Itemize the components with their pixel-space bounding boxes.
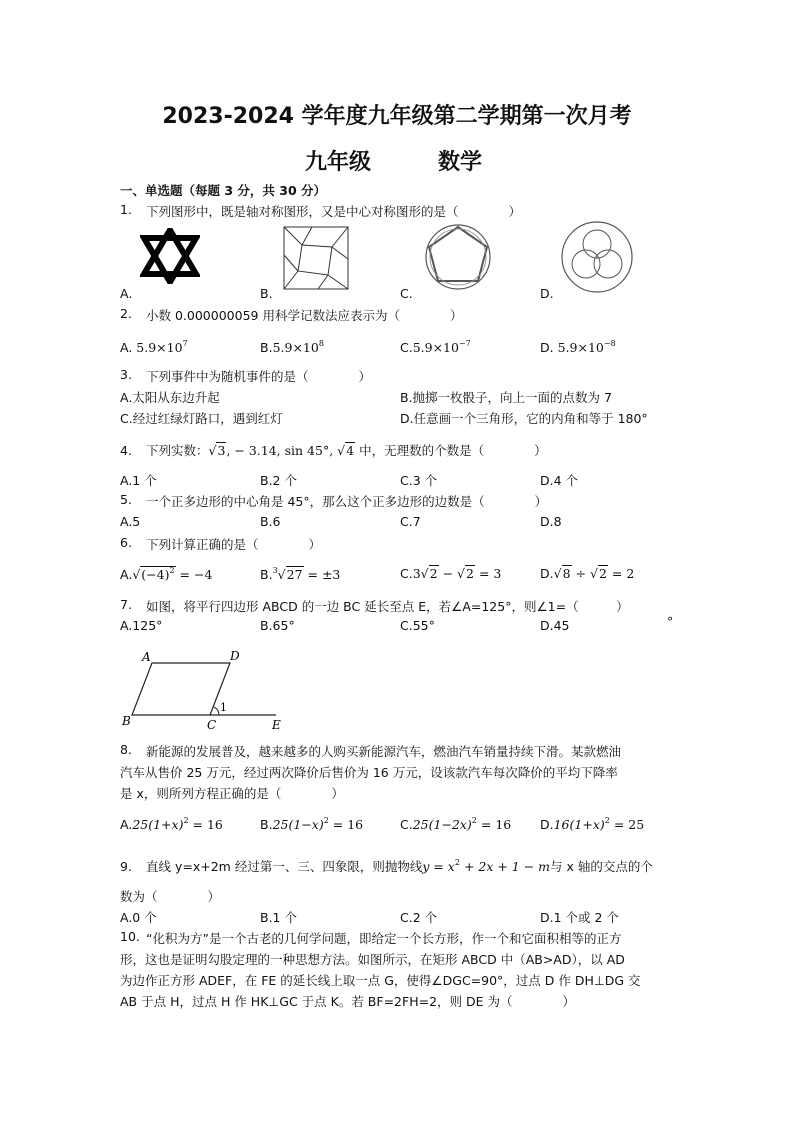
q5-option-d[interactable]: D.8: [540, 514, 562, 529]
q6-text: 下列计算正确的是（ ）: [146, 537, 322, 552]
q5-number: 5.: [120, 492, 132, 507]
q5-option-a[interactable]: A.5: [120, 514, 141, 529]
q4-option-b[interactable]: B.2 个: [260, 473, 297, 488]
q3-option-a[interactable]: A.太阳从东边升起: [120, 390, 220, 405]
q3-text: 下列事件中为随机事件的是（ ）: [146, 369, 372, 384]
q7-text: 如图，将平行四边形 ABCD 的一边 BC 延长至点 E，若∠A=125°，则∠1=（ ）: [146, 599, 629, 614]
q8-option-d[interactable]: $D.16(1+x)^2 = 25$: [540, 816, 645, 832]
q6-option-c[interactable]: C.3√2 − √2 = 3: [400, 566, 502, 581]
q6-number: 6.: [120, 535, 132, 550]
q1-option-c[interactable]: C.: [400, 286, 413, 301]
q6-option-b[interactable]: B.$^3$√27 = ±3: [260, 566, 341, 582]
q2-option-d[interactable]: D. $5.9\times 10^{-8}$: [540, 339, 616, 355]
section-heading: 一、单选题（每题 3 分，共 30 分）: [120, 183, 327, 198]
q7-number: 7.: [120, 597, 132, 612]
q10-line4: AB 于点 H，过点 H 作 HK⊥GC 于点 K。若 BF=2FH=2，则 DE 为（ ）: [120, 994, 575, 1009]
q10-line3: 为边作正方形 ADEF，在 FE 的延长线上取一点 G，使得∠DGC=90°，过点 D 作 DH⊥DG 交: [120, 973, 641, 988]
star-of-david-figure: [140, 228, 200, 284]
q6-option-a[interactable]: $A.√(-4)^2 = -4$: [120, 566, 213, 582]
q3-option-d[interactable]: D.任意画一个三角形，它的内角和等于 180°: [400, 411, 648, 426]
q7-degree-mark: °: [667, 614, 674, 629]
q5-text: 一个正多边形的中心角是 45°，那么这个正多边形的边数是（ ）: [146, 494, 548, 509]
q1-option-d[interactable]: D.: [540, 286, 554, 301]
q8-option-b[interactable]: $B.25(1-x)^2 = 16$: [260, 816, 364, 832]
q1-option-a[interactable]: A.: [120, 286, 133, 301]
q8-line2: 汽车从售价 25 万元，经过两次降价后售价为 16 万元，设该款汽车每次降价的平均下降率: [120, 765, 618, 780]
pentagon-circle-figure: [420, 223, 496, 291]
q3-option-b[interactable]: B.抛掷一枚骰子，向上一面的点数为 7: [400, 390, 612, 405]
q3-number: 3.: [120, 367, 132, 382]
q8-line3: 是 x，则所列方程正确的是（ ）: [120, 786, 344, 801]
q3-option-c[interactable]: C.经过红绿灯路口，遇到红灯: [120, 411, 283, 426]
q9-number: 9.: [120, 859, 132, 874]
q5-option-b[interactable]: B.6: [260, 514, 281, 529]
q10-line2: 形，这也是证明勾股定理的一种思想方法。如图所示，在矩形 ABCD 中（AB>AD），以 AD: [120, 952, 625, 967]
q1-number: 1.: [120, 202, 132, 217]
exam-title: 2023-2024 学年度九年级第二学期第一次月考: [162, 104, 632, 129]
subject-label: 数学: [438, 150, 483, 175]
q7-option-d[interactable]: D.45: [540, 618, 570, 633]
q7-option-b[interactable]: B.65°: [260, 618, 295, 633]
q4-text: 下列实数：√3, − 3.14, sin 45°, √4 中，无理数的个数是（ ）: [146, 443, 547, 458]
q9-option-d[interactable]: D.1 个或 2 个: [540, 910, 619, 925]
vertex-b-label: B: [122, 714, 131, 728]
q4-option-c[interactable]: C.3 个: [400, 473, 438, 488]
q8-option-c[interactable]: $C.25(1-2x)^2 = 16$: [400, 816, 512, 832]
vertex-c-label: C: [207, 718, 217, 732]
q4-option-d[interactable]: D.4 个: [540, 473, 579, 488]
q1-option-b[interactable]: B.: [260, 286, 273, 301]
q2-option-a[interactable]: A. $5.9\times 10^7$: [120, 339, 188, 355]
q2-option-b[interactable]: $B.5.9\times 10^8$: [260, 339, 324, 355]
q10-line1: “化积为方”是一个古老的几何学问题，即给定一个长方形，作一个和它面积相等的正方: [146, 931, 622, 946]
q2-option-c[interactable]: $C.5.9\times 10^{-7}$: [400, 339, 471, 355]
q4-option-a[interactable]: A.1 个: [120, 473, 157, 488]
q8-line1: 新能源的发展普及，越来越多的人购买新能源汽车，燃油汽车销量持续下滑。某款燃油: [146, 744, 622, 759]
vertex-a-label: A: [142, 650, 151, 664]
three-petal-circle-figure: [560, 220, 634, 294]
q7-option-c[interactable]: C.55°: [400, 618, 435, 633]
q9-option-b[interactable]: B.1 个: [260, 910, 297, 925]
q9-option-c[interactable]: C.2 个: [400, 910, 438, 925]
q10-number: 10.: [120, 929, 140, 944]
q5-option-c[interactable]: C.7: [400, 514, 421, 529]
q7-option-a[interactable]: A.125°: [120, 618, 163, 633]
q6-option-d[interactable]: D.√8 ÷ √2 = 2: [540, 566, 635, 581]
q1-text: 下列图形中，既是轴对称图形，又是中心对称图形的是（ ）: [146, 204, 522, 219]
angle-1-label: 1: [220, 701, 227, 714]
grade-label: 九年级: [305, 150, 372, 175]
q9-option-a[interactable]: A.0 个: [120, 910, 157, 925]
pinwheel-square-figure: [282, 225, 350, 291]
q9-line2: 数为（ ）: [120, 889, 221, 904]
q2-number: 2.: [120, 306, 132, 321]
q4-number: 4.: [120, 443, 132, 458]
q9-line1: 直线 y=x+2m 经过第一、三、四象限，则抛物线$y = x^2 + 2x + 1 - m$与 x 轴的交点的个: [146, 858, 653, 874]
q8-option-a[interactable]: $A.25(1+x)^2 = 16$: [120, 816, 223, 832]
parallelogram-figure: [118, 645, 298, 735]
vertex-d-label: D: [230, 649, 240, 663]
q2-text: 小数 0.000000059 用科学记数法应表示为（ ）: [146, 308, 463, 323]
q8-number: 8.: [120, 742, 132, 757]
vertex-e-label: E: [272, 718, 281, 732]
